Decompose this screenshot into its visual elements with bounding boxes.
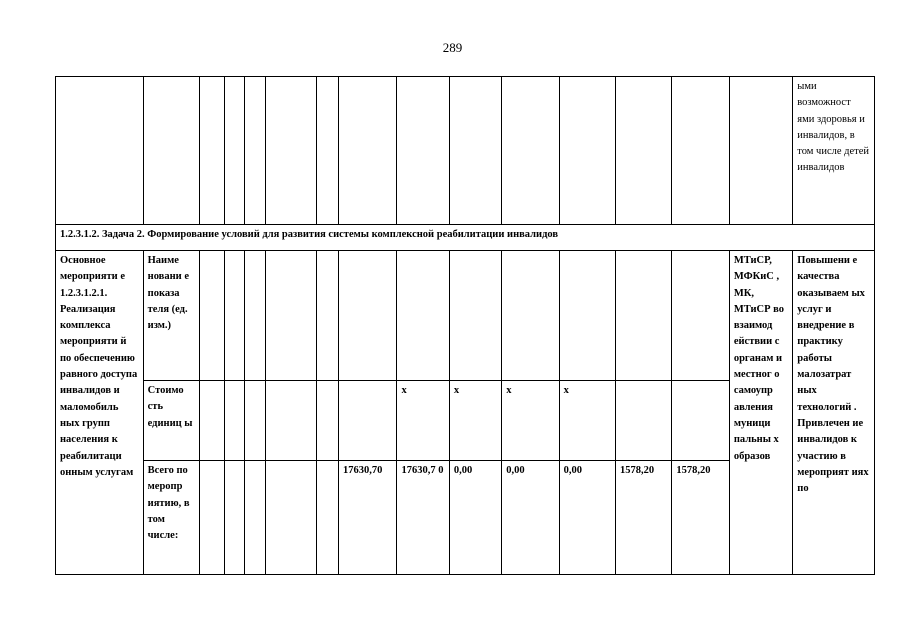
- cell-empty: [316, 381, 338, 461]
- cell-empty: [245, 251, 265, 381]
- cell-empty: [339, 381, 397, 461]
- cell-empty: [316, 77, 338, 225]
- cell-empty: [672, 251, 729, 381]
- indicator-label: Наиме новани е показа теля (ед. изм.): [143, 251, 199, 381]
- cell-empty: [616, 381, 672, 461]
- cell-empty: [339, 77, 397, 225]
- cell-empty: [397, 77, 449, 225]
- cell-empty: [502, 251, 559, 381]
- cell-empty: [225, 381, 245, 461]
- cell-empty: [225, 251, 245, 381]
- unit-cost-x: x: [449, 381, 501, 461]
- cell-empty: [245, 77, 265, 225]
- activity-name: Основное мероприяти е 1.2.3.1.2.1. Реализация комплекса мероприяти й по обеспечению равного доступа инвалидов и маломобиль ных групп населения к реабилитаци онным услугам: [56, 251, 144, 575]
- cell-empty: [449, 77, 501, 225]
- cell-empty: [56, 77, 144, 225]
- cell-empty: [502, 77, 559, 225]
- total-label: Всего по меропр иятию, в том числе:: [143, 461, 199, 575]
- unit-cost-x: x: [559, 381, 615, 461]
- expected-result: Повышени е качества оказываем ых услуг и внедрение в практику работы малозатрат ных технологий . Привлечен ие инвалидов к участию в мероприят иях по: [793, 251, 875, 575]
- unit-cost-x: x: [397, 381, 449, 461]
- total-value: 17630,70: [339, 461, 397, 575]
- cell-empty: [397, 251, 449, 381]
- cell-empty: [245, 381, 265, 461]
- cell-empty: [316, 251, 338, 381]
- cell-empty: [200, 251, 225, 381]
- cell-empty: [672, 77, 729, 225]
- cell-goal-continuation: ыми возможност ями здоровья и инвалидов, в том числе детей инвалидов: [793, 77, 875, 225]
- total-value: 0,00: [559, 461, 615, 575]
- cell-empty: [200, 461, 225, 575]
- cell-empty: [265, 461, 316, 575]
- cell-empty: [672, 381, 729, 461]
- cell-empty: [559, 77, 615, 225]
- total-value: 1578,20: [672, 461, 729, 575]
- cell-empty: [339, 251, 397, 381]
- page-number: 289: [442, 40, 463, 55]
- cell-empty: [225, 461, 245, 575]
- cell-empty: [449, 251, 501, 381]
- cell-empty: [225, 77, 245, 225]
- table-row-task: [56, 225, 875, 251]
- cell-empty: [265, 77, 316, 225]
- program-table: [55, 76, 875, 575]
- cell-empty: [245, 461, 265, 575]
- executors: МТиСР, МФКиС , МК, МТиСР во взаимод ействии с органам и местног о самоупр авления муници пальны х образов: [729, 251, 792, 575]
- cell-empty: [316, 461, 338, 575]
- cell-empty: [265, 381, 316, 461]
- cell-empty: [265, 251, 316, 381]
- cell-empty: [616, 77, 672, 225]
- total-value: 17630,7 0: [397, 461, 449, 575]
- total-value: 0,00: [449, 461, 501, 575]
- cell-empty: [729, 77, 792, 225]
- cell-empty: [616, 251, 672, 381]
- table-row-continuation: [56, 77, 875, 225]
- cell-empty: [143, 77, 199, 225]
- total-value: 0,00: [502, 461, 559, 575]
- cell-empty: [559, 251, 615, 381]
- total-value: 1578,20: [616, 461, 672, 575]
- unit-cost-x: x: [502, 381, 559, 461]
- cell-empty: [200, 381, 225, 461]
- cell-empty: [200, 77, 225, 225]
- table-row-indicator: [56, 251, 875, 381]
- unit-cost-label: Стоимо сть единиц ы: [143, 381, 199, 461]
- task-title: 1.2.3.1.2. Задача 2. Формирование условий для развития системы комплексной реабилитации инвалидов: [56, 225, 875, 251]
